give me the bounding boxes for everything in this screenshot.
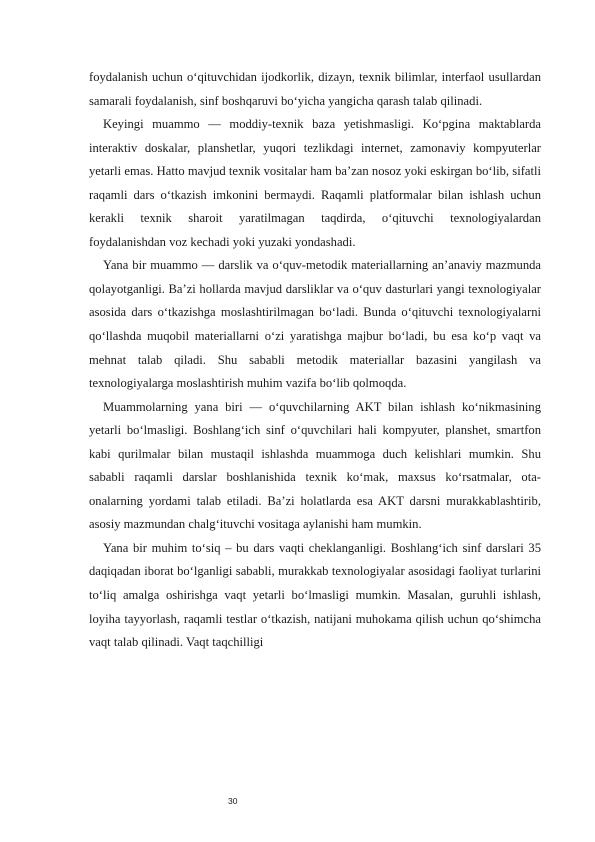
page-number: 30 [228, 796, 238, 806]
paragraph-continuation: foydalanish uchun o‘qituvchidan ijodkorlik, dizayn, texnik bilimlar, interfaol usullardan samarali foydalanish, sinf boshqaruvi bo‘yicha yangicha qarash talab qilinadi. [89, 70, 541, 108]
paragraph-ict-skills: Muammolarning yana biri — o‘quvchilarning AKT bilan ishlash ko‘nikmasining yetarli bo‘lmasligi. Boshlang‘ich sinf o‘quvchilari hali kompyuter, planshet, smartfon kabi qurilmalar bilan mustaqil ishlashda muammoga duch kelishlari mumkin. Shu sababli raqamli darslar boshlanishida texnik ko‘mak, maxsus ko‘rsatmalar, ota-onalarning yordami talab etiladi. Ba’zi holatlarda esa AKT darsni murakkablashtirib, asosiy mazmundan chalg‘ituvchi vositaga aylanishi ham mumkin. [89, 399, 541, 532]
paragraph-material-base: Keyingi muammo — moddiy-texnik baza yetishmasligi. Ko‘pgina maktablarda interaktiv doskalar, planshetlar, yuqori tezlikdagi internet, zamonaviy kompyuterlar yetarli emas. Hatto mavjud texnik vositalar ham ba’zan nosoz yoki eskirgan bo‘lib, sifatli raqamli dars o‘tkazish imkonini bermaydi. Raqamli platformalar bilan ishlash uchun kerakli texnik sharoit yaratilmagan taqdirda, o‘qituvchi texnologiyalardan foydalanishdan voz kechadi yoki yuzaki yondashadi. [89, 117, 541, 249]
paragraph-lesson-time: Yana bir muhim to‘siq – bu dars vaqti cheklanganligi. Boshlang‘ich sinf darslari 35 daqiqadan iborat bo‘lganligi sababli, murakkab texnologiyalar asosidagi faoliyat turlarini to‘liq amalga oshirishga vaqt yetarli bo‘lmasligi mumkin. Masalan, guruhli ishlash, loyiha tayyorlash, raqamli testlar o‘tkazish, natijani muhokama qilish uchun qo‘shimcha vaqt talab qilinadi. Vaqt taqchilligi [89, 540, 541, 650]
paragraph-textbooks: Yana bir muammo — darslik va o‘quv-metodik materiallarning an’anaviy mazmunda qolayotganligi. Ba’zi hollarda mavjud darsliklar va o‘quv dasturlari yangi texnologiyalar asosida dars o‘tkazishga moslashtirilmagan bo‘ladi. Bunda o‘qituvchi texnologiyalarni qo‘llashda muqobil materiallarni o‘zi yaratishga majbur bo‘ladi, bu esa ko‘p vaqt va mehnat talab qiladi. Shu sababli metodik materiallar bazasini yangilash va texnologiyalarga moslashtirish muhim vazifa bo‘lib qolmoqda. [89, 258, 541, 391]
document-body [89, 66, 541, 655]
